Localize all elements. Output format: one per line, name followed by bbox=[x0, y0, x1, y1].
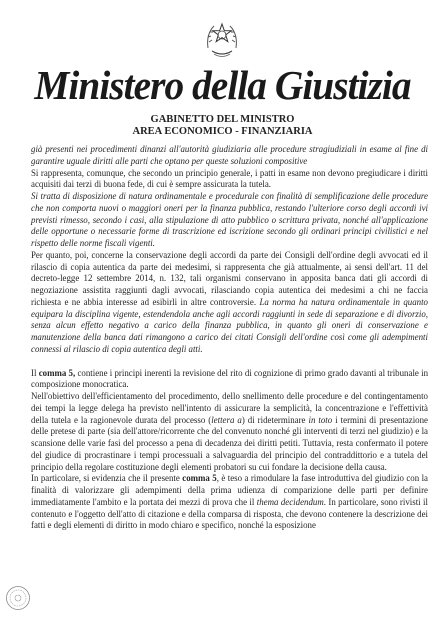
paragraph-7-text-a: In particolare, si evidenzia che il presente bbox=[31, 473, 183, 484]
paragraph-4-text: Per quanto, poi, concerne la conservazione degli accordi da parte dei Consigli dell'ordine degli avvocati ed il rilascio di copia autentica da parte dei medesimi, si rappresenta che già attualmente, ai sensi dell'art. 11 del decreto-legge 12 settembre 2014, n. 132, tali organismi conservano in apposita banca dati gli accordi di negoziazione assistita raggiunti dagli avvocati, rilasciando copia autentica dei medesimi a chi ne faccia richiesta e ne abbia interesse ad esibirli in altre controversie. bbox=[31, 249, 428, 307]
italian-republic-emblem-icon bbox=[204, 18, 240, 60]
paragraph-7-text-b: , è teso a rimodulare la fase introduttiva del giudizio con la finalità di valorizzare gli adempimenti della prima udienza di comparizione delle parti per definire immediatamente l'ambito e la portata dei mezzi di prova che il bbox=[31, 473, 428, 507]
paragraph-4-italic-text: La norma ha natura ordinamentale in quanto equipara la disciplina vigente, estendendola anche agli accordi raggiunti in sede di separazione e di divorzio, senza alcun effetto negativo a carico della finanza pubblica, in quanto gli oneri di conservazione e manutenzione della banca dati rimangono a carico dei citati Consigli dell'ordine così come gli adempimenti connessi al rilascio di copia autentica degli atti. bbox=[31, 296, 428, 354]
paragraph-spacer bbox=[31, 356, 428, 368]
ministry-title: Ministero della Giustizia bbox=[34, 62, 411, 108]
paragraph-4 bbox=[31, 250, 428, 356]
paragraph-1: già presenti nei procedimenti dinanzi all'autorità giudiziaria alle procedure stragiudiziali in esame al fine di garantire uguale diritti alle parti che optano per queste soluzioni compositive bbox=[31, 144, 428, 166]
comma-5-reference: comma 5, bbox=[38, 367, 76, 378]
paragraph-5 bbox=[31, 368, 428, 392]
thema-decidendum-term: thema decidendum bbox=[256, 496, 324, 507]
paragraph-7 bbox=[31, 473, 428, 532]
department-line-2: AREA ECONOMICO - FINANZIARIA bbox=[132, 126, 313, 137]
lettera-a-reference: lettera a bbox=[211, 414, 242, 425]
paragraph-5-text-end: contiene i principi inerenti la revisione del rito di cognizione di primo grado davanti al tribunale in composizione monocratica. bbox=[31, 367, 429, 390]
official-stamp-icon bbox=[5, 585, 31, 611]
paragraph-2: Si rappresenta, comunque, che secondo un principio generale, i patti in esame non devono pregiudicare i diritti acquisiti dai terzi di buona fede, di cui è sempre assicurata la tutela. bbox=[31, 167, 428, 190]
comma-5-reference-bold: comma 5 bbox=[182, 473, 217, 484]
paragraph-6-text-a: Nell'obiettivo dell'efficientamento del procedimento, dello snellimento delle procedure e del contingentamento dei tempi la legge delega ha previsto nell'intento di assicurare la semplicità, la concentrazione e l'effettività della tutela e la ragionevole durata del processo ( bbox=[31, 391, 428, 425]
paragraph-7-text-c: . In particolare, sono rivisti il contenuto e l'oggetto dell'atto di citazione e della comparsa di risposta, che devono contenere la descrizione dei fatti e degli elementi di diritto in modo chiaro e specifico, nonché la esposizione bbox=[31, 496, 428, 531]
in-toto-term: in toto bbox=[308, 414, 333, 425]
paragraph-6-text-c: i termini di presentazione delle pretese di parte (sia dell'attore/ricorrente che del convenuto nonché gli interventi di terzi nel giudizio) e la scansione delle varie fasi del processo a pena di decadenza dei diritti petiti. Tuttavia, resta confermato il potere del giudice di procrastinare i tempi processuali a salvaguardia del principio del contraddittorio e a tutela del principio della regolare costituzione degli elementi probatori su cui fondare la decisione della causa. bbox=[31, 414, 428, 472]
paragraph-3: Si tratta di disposizione di natura ordinamentale e procedurale con finalità di semplificazione delle procedure che non comporta nuovi o maggiori oneri per la finanza pubblica, restando l'ulteriore corso degli accordi ivi previsti rimesso, secondo i casi, alla stipulazione di atto pubblico o scrittura privata, nonché all'applicazione delle opportune o necessarie forme di trascrizione ed iscrizione secondo gli ordinari principi civilistici e nel rispetto delle norme fiscali vigenti. bbox=[31, 191, 428, 248]
department-line-1: GABINETTO DEL MINISTRO bbox=[150, 114, 295, 125]
paragraph-6-text-b: ) di rideterminare bbox=[241, 414, 309, 425]
paragraph-5-text: Il bbox=[31, 367, 39, 378]
document-body bbox=[31, 144, 428, 532]
paragraph-6 bbox=[31, 391, 428, 473]
